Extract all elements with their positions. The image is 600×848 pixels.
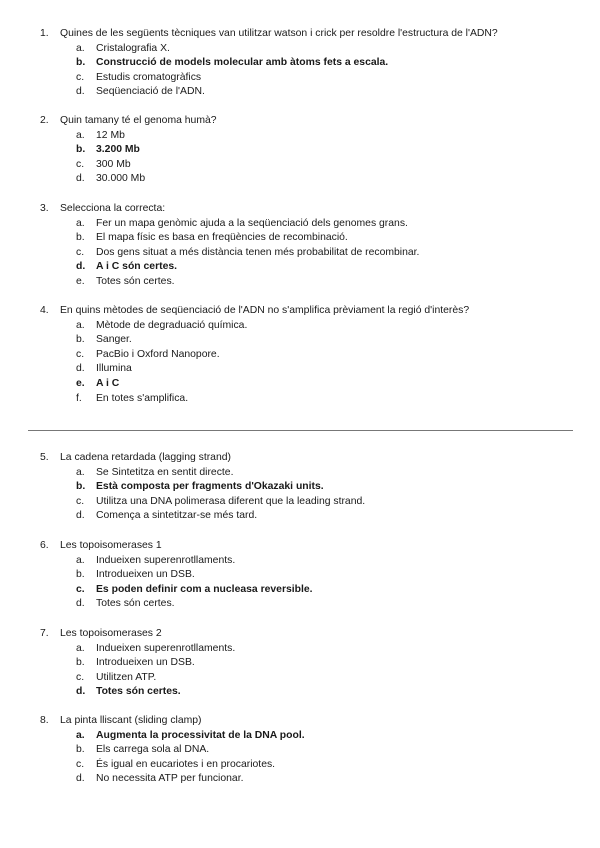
answer-option — [0, 743, 600, 758]
answer-option-correct — [0, 685, 600, 700]
option-text: Indueixen superenrotllaments. — [96, 642, 236, 654]
option-letter: b. — [76, 744, 85, 756]
option-text: Dos gens situat a més distància tenen més probabilitat de recombinar. — [96, 246, 420, 258]
answer-option-correct — [0, 729, 600, 744]
question-line — [0, 627, 600, 642]
option-text: El mapa físic es basa en freqüències de recombinació. — [96, 232, 348, 244]
question-line — [0, 714, 600, 729]
question-line — [0, 539, 600, 554]
option-letter: c. — [76, 671, 85, 683]
option-letter: a. — [76, 554, 85, 566]
option-letter: b. — [76, 334, 85, 346]
answer-option — [0, 758, 600, 773]
question — [0, 27, 600, 100]
option-text: A i C són certes. — [96, 261, 178, 273]
answer-option-correct — [0, 377, 600, 392]
answer-option — [0, 671, 600, 686]
answer-option — [0, 656, 600, 671]
option-text: Es poden definir com a nucleasa reversible. — [96, 583, 313, 595]
option-letter: a. — [76, 42, 85, 54]
question — [0, 451, 600, 524]
option-letter: d. — [76, 686, 86, 698]
option-text: Utilitza una DNA polimerasa diferent que la leading strand. — [96, 495, 366, 507]
option-text: 30.000 Mb — [96, 173, 146, 185]
question — [0, 539, 600, 612]
answer-option-correct — [0, 56, 600, 71]
option-text: PacBio i Oxford Nanopore. — [96, 348, 220, 360]
question-text: Selecciona la correcta: — [60, 203, 166, 214]
option-letter: d. — [76, 86, 85, 98]
option-letter: b. — [76, 232, 85, 244]
answer-option-correct — [0, 583, 600, 598]
option-text: Cristalografia X. — [96, 42, 170, 54]
option-text: Construcció de models molecular amb àtoms fets a escala. — [96, 57, 389, 69]
answer-option — [0, 554, 600, 569]
option-letter: b. — [76, 144, 86, 156]
question-text: Les topoisomerases 2 — [60, 628, 162, 639]
option-text: 300 Mb — [96, 158, 131, 170]
option-letter: a. — [76, 642, 85, 654]
question-text: La cadena retardada (lagging strand) — [60, 452, 231, 463]
question — [0, 114, 600, 187]
question-line — [0, 202, 600, 217]
option-letter: c. — [76, 71, 85, 83]
option-letter: b. — [76, 57, 86, 69]
option-letter: d. — [76, 773, 85, 785]
option-text: 12 Mb — [96, 129, 125, 141]
question-text: Les topoisomerases 1 — [60, 540, 162, 551]
answer-option — [0, 217, 600, 232]
option-letter: d. — [76, 173, 85, 185]
option-letter: c. — [76, 348, 85, 360]
option-letter: e. — [76, 275, 85, 287]
option-text: Augmenta la processivitat de la DNA pool. — [96, 729, 305, 741]
answer-option — [0, 246, 600, 261]
option-text: Està composta per fragments d'Okazaki units. — [96, 481, 324, 493]
option-letter: d. — [76, 363, 85, 375]
answer-option — [0, 597, 600, 612]
option-text: A i C — [96, 377, 120, 389]
question-number: 8. — [40, 715, 49, 726]
question-number: 1. — [40, 28, 49, 39]
option-text: No necessita ATP per funcionar. — [96, 773, 244, 785]
option-letter: b. — [76, 481, 86, 493]
option-text: És igual en eucariotes i en procariotes. — [96, 758, 276, 770]
option-letter: d. — [76, 510, 85, 522]
answer-option — [0, 772, 600, 787]
answer-option — [0, 392, 600, 407]
question-line — [0, 304, 600, 319]
question — [0, 202, 600, 290]
question — [0, 714, 600, 787]
option-text: Introdueixen un DSB. — [96, 657, 195, 669]
answer-option — [0, 333, 600, 348]
question-text: Quin tamany té el genoma humà? — [60, 115, 217, 126]
question-number: 4. — [40, 305, 49, 316]
answer-option — [0, 129, 600, 144]
question-line — [0, 114, 600, 129]
answer-option — [0, 42, 600, 57]
answer-option-correct — [0, 480, 600, 495]
option-text: Se Sintetitza en sentit directe. — [96, 466, 234, 478]
answer-option — [0, 231, 600, 246]
option-letter: a. — [76, 129, 85, 141]
answer-option — [0, 275, 600, 290]
answer-option — [0, 642, 600, 657]
option-text: Estudis cromatogràfics — [96, 71, 202, 83]
answer-option — [0, 158, 600, 173]
option-text: Els carrega sola al DNA. — [96, 744, 210, 756]
section-divider — [28, 430, 573, 431]
option-text: Totes són certes. — [96, 686, 181, 698]
option-text: Sanger. — [96, 334, 132, 346]
answer-option — [0, 568, 600, 583]
option-letter: c. — [76, 158, 85, 170]
answer-option — [0, 495, 600, 510]
question-line — [0, 451, 600, 466]
option-letter: a. — [76, 729, 85, 741]
option-letter: d. — [76, 261, 86, 273]
option-text: Illumina — [96, 363, 132, 375]
option-letter: d. — [76, 598, 85, 610]
answer-option — [0, 172, 600, 187]
answer-option — [0, 466, 600, 481]
option-text: Indueixen superenrotllaments. — [96, 554, 236, 566]
question-number: 6. — [40, 540, 49, 551]
option-text: Comença a sintetitzar-se més tard. — [96, 510, 258, 522]
option-text: Introdueixen un DSB. — [96, 569, 195, 581]
option-text: En totes s'amplifica. — [96, 392, 189, 404]
question-text: Quines de les següents tècniques van utilitzar watson i crick per resoldre l'estructura de l'ADN? — [60, 28, 498, 39]
option-letter: b. — [76, 657, 85, 669]
option-letter: c. — [76, 246, 85, 258]
option-letter: c. — [76, 758, 85, 770]
option-text: 3.200 Mb — [96, 144, 140, 156]
answer-option-correct — [0, 143, 600, 158]
question-number: 7. — [40, 628, 49, 639]
option-text: Utilitzen ATP. — [96, 671, 157, 683]
question-number: 2. — [40, 115, 49, 126]
option-text: Seqüenciació de l'ADN. — [96, 86, 205, 98]
answer-option — [0, 362, 600, 377]
answer-option — [0, 71, 600, 86]
question — [0, 304, 600, 406]
option-letter: b. — [76, 569, 85, 581]
answer-option — [0, 85, 600, 100]
option-letter: a. — [76, 319, 85, 331]
answer-option — [0, 509, 600, 524]
option-letter: a. — [76, 217, 85, 229]
question-number: 5. — [40, 452, 49, 463]
question-text: En quins mètodes de seqüenciació de l'ADN no s'amplifica prèviament la regió d'interès? — [60, 305, 470, 316]
question-number: 3. — [40, 203, 49, 214]
question — [0, 627, 600, 700]
option-letter: f. — [76, 392, 82, 404]
option-letter: c. — [76, 583, 85, 595]
option-text: Totes són certes. — [96, 275, 175, 287]
answer-option — [0, 319, 600, 334]
question-text: La pinta lliscant (sliding clamp) — [60, 715, 202, 726]
option-letter: a. — [76, 466, 85, 478]
option-text: Totes són certes. — [96, 598, 175, 610]
answer-option — [0, 348, 600, 363]
option-letter: e. — [76, 377, 85, 389]
answer-option-correct — [0, 260, 600, 275]
question-line — [0, 27, 600, 42]
option-letter: c. — [76, 495, 85, 507]
option-text: Fer un mapa genòmic ajuda a la seqüenciació dels genomes grans. — [96, 217, 408, 229]
option-text: Mètode de degraduació química. — [96, 319, 248, 331]
